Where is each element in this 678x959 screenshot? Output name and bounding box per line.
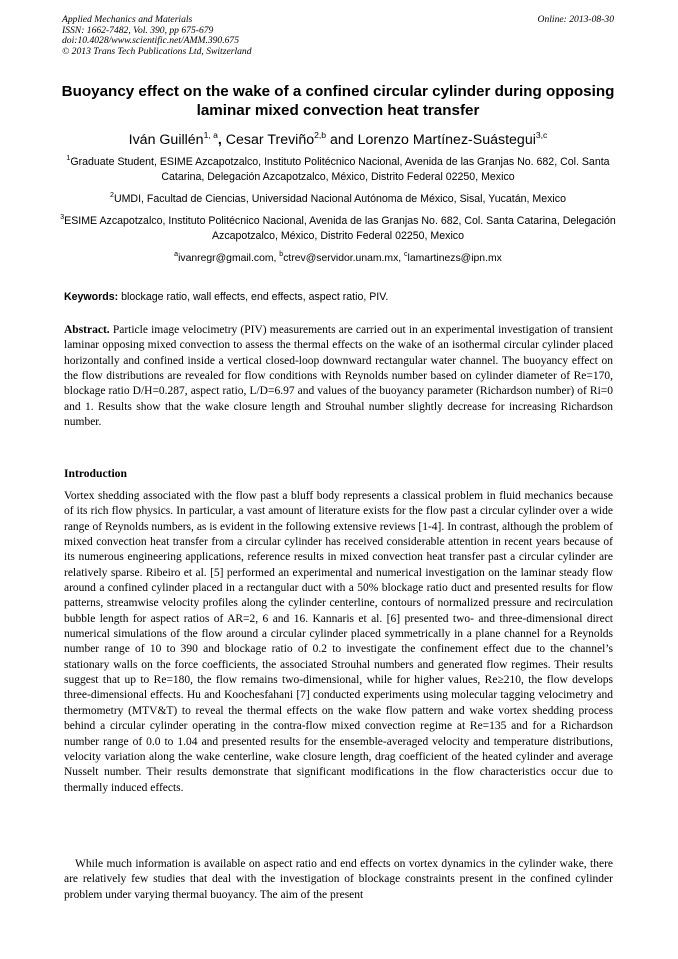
journal-name: Applied Mechanics and Materials xyxy=(62,14,193,25)
author-3-affil: 3,c xyxy=(535,130,548,140)
online-date xyxy=(538,15,614,26)
introduction-paragraph-1: Vortex shedding associated with the flow past a bluff body represents a classical problem in fluid mechanics because of its rich flow physics. In particular, a vast amount of literature exists for the flow past a circular cylinder over a wide range of Reynolds numbers, as is evident in the following extensive reviews [1-4]. In contrast, although the problem of mixed convection heat transfer from a circular cylinder has received considerable attention in recent years because of its numerous engineering applications, reference results in mixed convection heat transfer past a circular cylinder are relatively sparse. Ribeiro et al. [5] performed an experimental and numerical investigation on the laminar steady flow around a confined cylinder placed in a rectangular duct with a 50% blockage ratio duct and presented results for flow patterns, streamwise velocity profiles along the cylinder centerline, contours of normalized pressure and recirculation bubble length for aspect ratios of AR=2, 6 and 16. Kannaris et al. [6] presented two- and three-dimensional direct numerical simulations of the flow around a circular cylinder placed symmetrically in a plane channel for a Reynolds number range of 10 to 390 and blockage ratio of 0.2 to investigate the confinement effect due to the channel’s stationary walls on the force coefficients, the associated Strouhal numbers and generated flow regimes. Their results suggest that up to Re=180, the flow remains two-dimensional, while for higher values, Re≥210, the flow develops three-dimensional effects. Hu and Koochesfahani [7] conducted experiments using molecular tagging velocimetry and thermometry (MTV&T) to reveal the thermal effects on the wake flow pattern and wake vortex shedding process behind a circular cylinder operating in the contra-flow mixed convection regime at Re=135 and for a Richardson number range of 0.0 to 1.04 and presented results for the ensemble-averaged velocity and temperature distributions, velocity variation along the wake centerline, wake closure length, drag coefficient of the heated cylinder and average Nusselt number. Their results demonstrate that significant modifications in the flow characteristics occur due to thermally induced effects. xyxy=(64,490,613,794)
online-date-text: Online: 2013-08-30 xyxy=(537,14,614,25)
affiliation-1-text: Graduate Student, ESIME Azcapotzalco, Instituto Politécnico Nacional, Avenida de las Granjas No. 682, Col. Santa Catarina, Delegación Azcapotzalco, México, Distrito Federal 02250, Mexico xyxy=(70,156,610,183)
abstract-paragraph xyxy=(64,323,613,430)
email-3-mark: c xyxy=(404,251,408,258)
author-2-affil: 2,b xyxy=(314,130,327,140)
keywords-text: blockage ratio, wall effects, end effects, aspect ratio, PIV. xyxy=(118,291,389,303)
keywords-label: Keywords: xyxy=(64,291,119,303)
affiliation-1 xyxy=(60,155,616,184)
email-1-mark: a xyxy=(174,251,179,258)
paper-title: Buoyancy effect on the wake of a confined circular cylinder during opposing laminar mixed convection heat transfer xyxy=(61,83,615,119)
author-2: Cesar Treviño xyxy=(221,132,315,148)
keywords-line xyxy=(64,290,616,304)
introduction-heading: Introduction xyxy=(64,467,127,480)
abstract-text: Particle image velocimetry (PIV) measurements are carried out in an experimental investigation of transient laminar opposing mixed convection to assess the thermal effects on the wake of an isothermal circular cylinder placed horizontally and confined inside a vertical closed-loop downward rectangular water channel. The buoyancy effect on the flow distributions are revealed for flow conditions with Reynolds number based on cylinder diameter of Re=170, blockage ratio D/H=0.287, aspect ratio, L/D=6.97 and values of the buoyancy parameter (Richardson number) of Ri=0 and 1. Results show that the wake closure length and Strouhal number slightly decrease for increasing Richardson number. xyxy=(64,324,613,429)
email-3: lamartinezs@ipn.mx xyxy=(407,253,502,264)
email-2: ctrev@servidor.unam.mx, xyxy=(283,253,405,264)
email-line xyxy=(60,252,616,266)
affiliation-1-mark: 1 xyxy=(66,155,71,162)
copyright-line: © 2013 Trans Tech Publications Ltd, Switzerland xyxy=(62,45,252,57)
affiliation-2 xyxy=(60,192,616,207)
author-separator: , xyxy=(217,132,222,148)
affiliation-3 xyxy=(60,214,616,243)
issn-line: ISSN: 1662-7482, Vol. 390, pp 675-679 xyxy=(62,24,214,36)
affiliation-2-mark: 2 xyxy=(110,192,114,199)
doi-line: doi:10.4028/www.scientific.net/AMM.390.675 xyxy=(62,35,240,47)
author-1-affil: 1, a xyxy=(203,130,218,140)
affiliation-2-text: UMDI, Facultad de Ciencias, Universidad Nacional Autónoma de México, Sisal, Yucatán, Mexico xyxy=(113,193,566,205)
author-1: Iván Guillén xyxy=(128,132,204,148)
journal-header xyxy=(62,15,252,57)
abstract-label: Abstract. xyxy=(64,324,110,336)
affiliation-3-mark: 3 xyxy=(60,214,65,221)
email-1: ivanregr@gmail.com, xyxy=(178,253,280,264)
author-3: and Lorenzo Martínez-Suástegui xyxy=(326,132,536,148)
author-line xyxy=(60,131,616,149)
email-2-mark: b xyxy=(279,251,284,258)
affiliation-3-text: ESIME Azcapotzalco, Instituto Politécnico Nacional, Avenida de las Granjas No. 682, Col. Santa Catarina, Delegación Azcapotzalco, México, Distrito Federal 02250, Mexico xyxy=(64,215,616,242)
introduction-paragraph-2: While much information is available on aspect ratio and end effects on vortex dynamics in the cylinder wake, there are relatively few studies that deal with the investigation of blockage constraints present in the confined cylinder problem under varying thermal buoyancy. The aim of the present xyxy=(64,858,613,901)
